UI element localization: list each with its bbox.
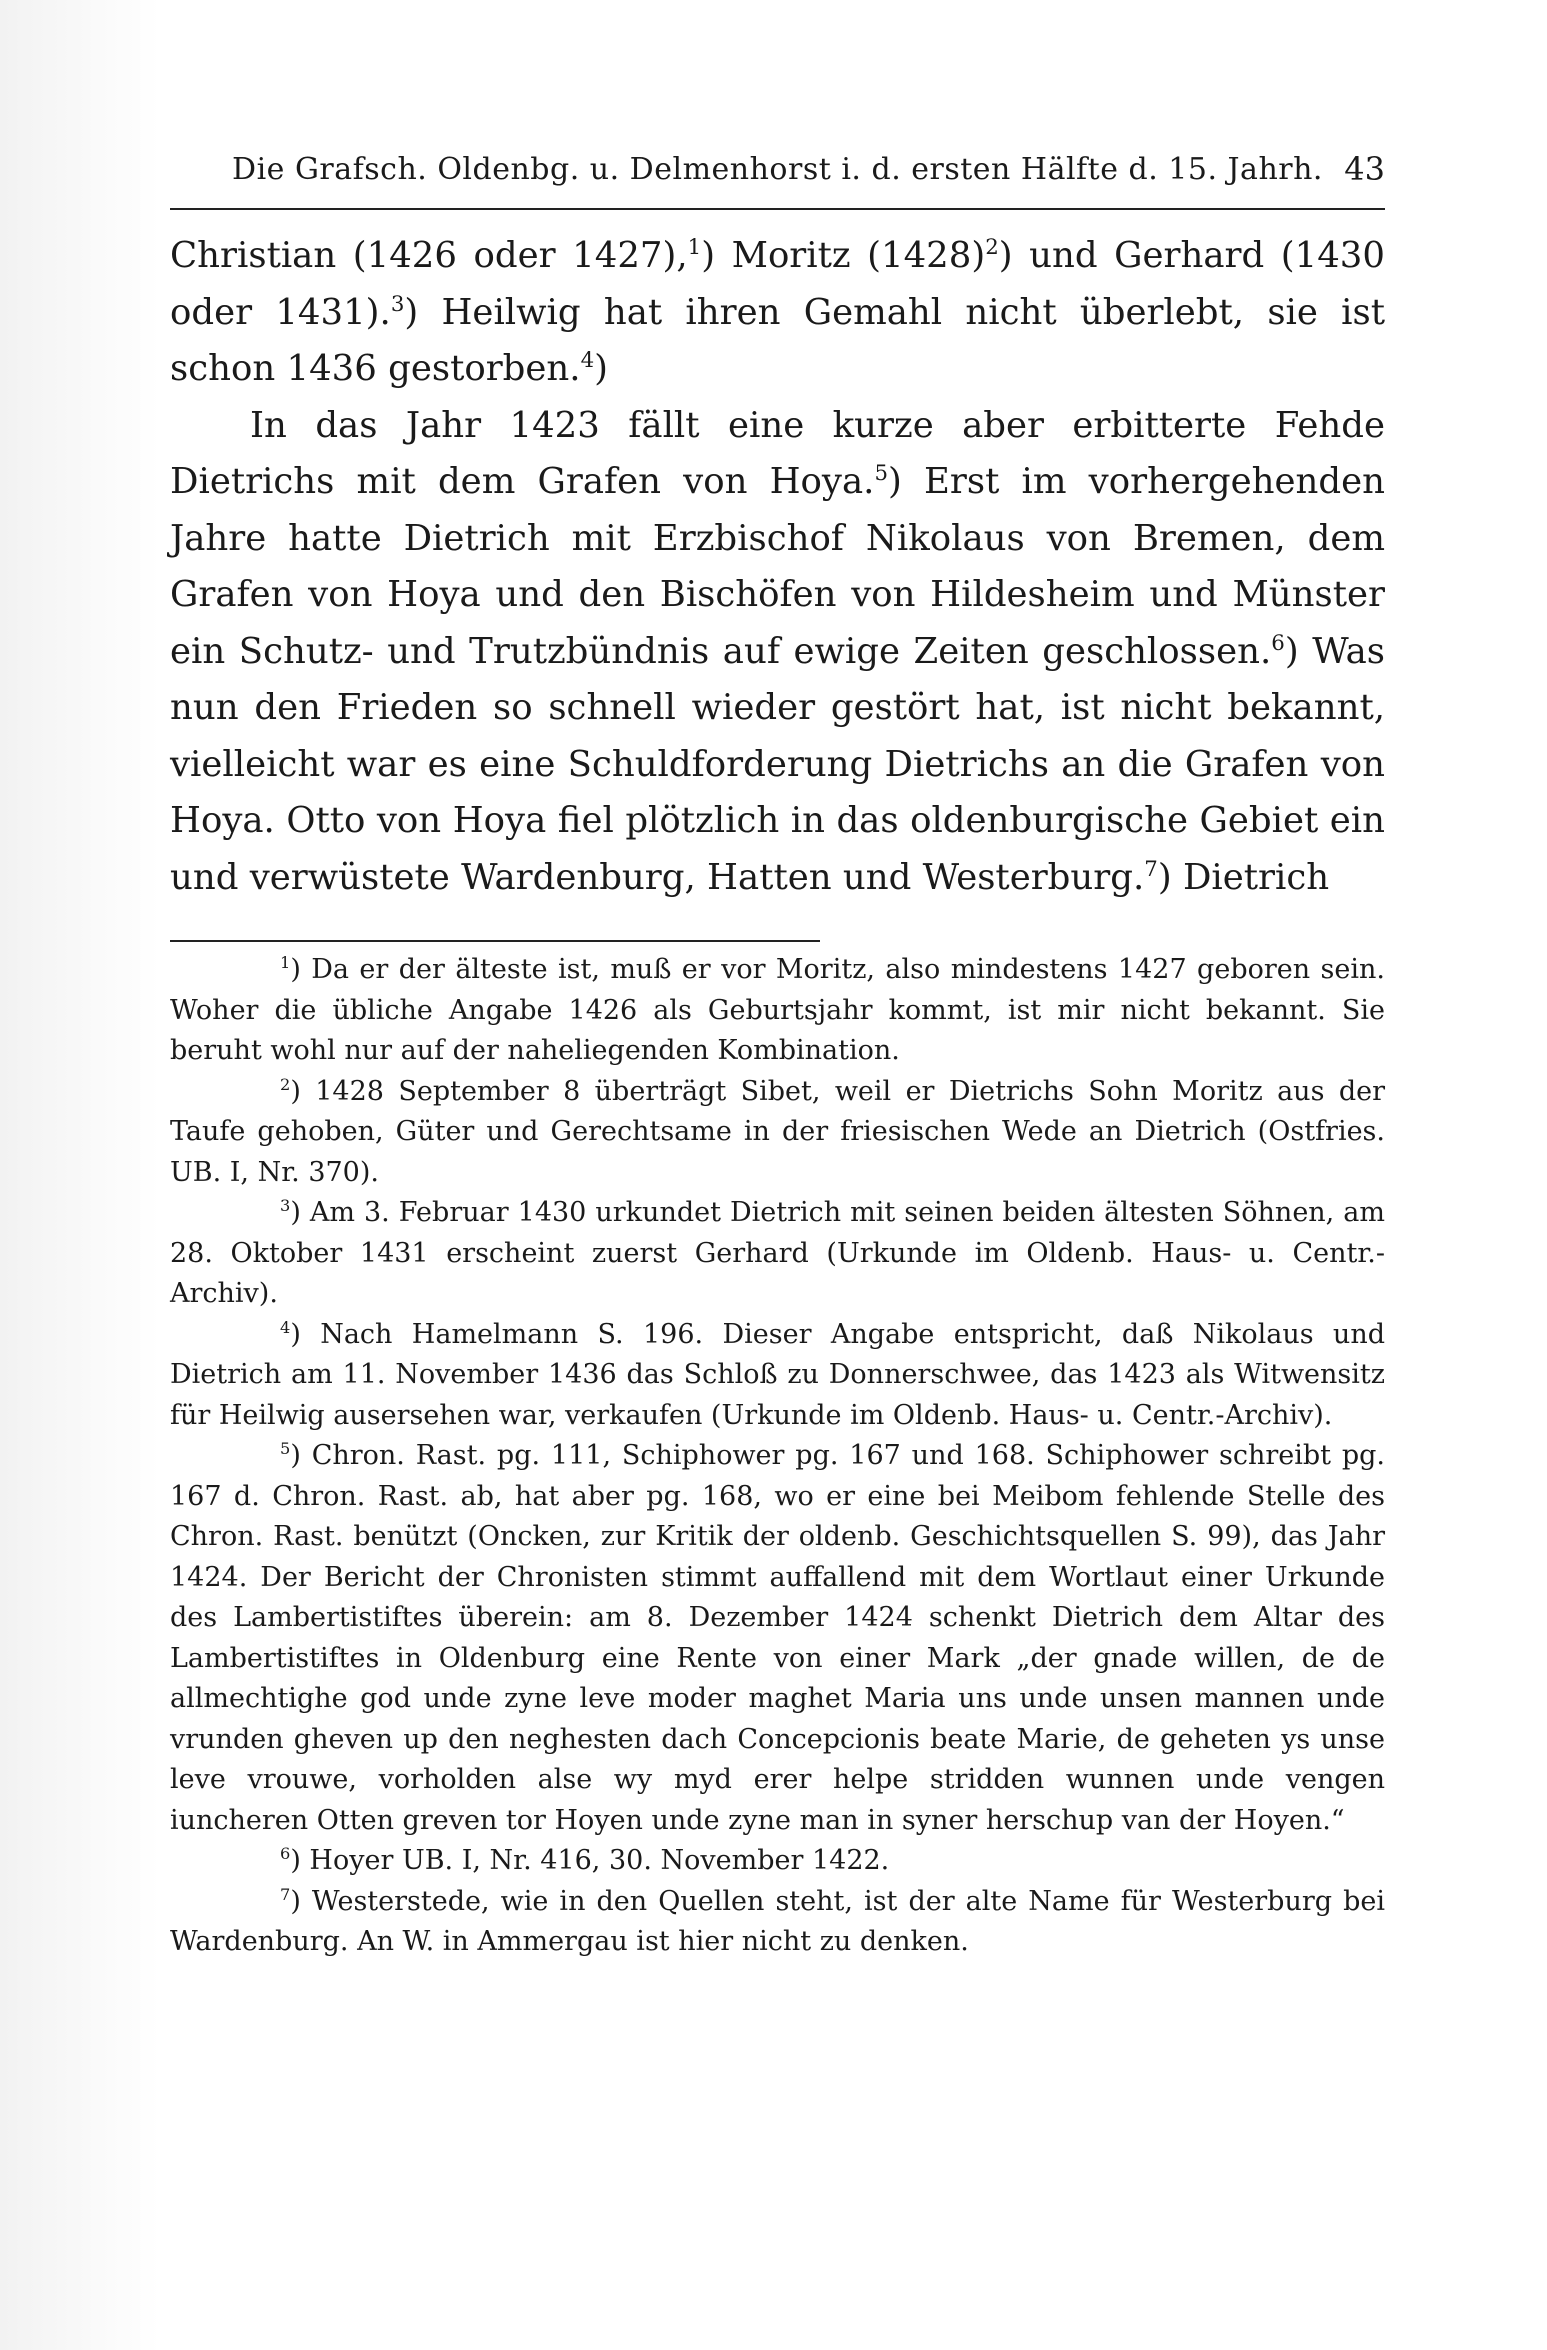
header-rule	[170, 208, 1385, 210]
footnote-ref-3: 3	[390, 291, 405, 317]
footnote-3: $^3$) Am 3. Februar 1430 urkundet Dietrich mit seinen beiden ältesten Söhnen, am 28. Oktober 1431 erscheint zuerst Gerhard (Urkunde im Oldenb. Haus- u. Centr.-Archiv).	[170, 1196, 1385, 1309]
footnote-ref-1: 1	[687, 235, 702, 261]
page-header	[170, 140, 1385, 200]
main-text	[170, 228, 1385, 906]
footnote-5: $^5$) Chron. Rast. pg. 111, Schiphower pg. 167 und 168. Schiphower schreibt pg. 167 d. Chron. Rast. ab, hat aber pg. 168, wo er eine bei Meibom fehlende Stelle des Chron. Rast. benützt (Oncken, zur Kritik der oldenb. Geschichtsquellen S. 99), das Jahr 1424. Der Bericht der Chronisten stimmt auffallend mit dem Wortlaut einer Urkunde des Lambertistiftes überein: am 8. Dezember 1424 schenkt Dietrich dem Altar des Lambertistiftes in Oldenburg eine Rente von einer Mark „der gnade willen, de de allmechtighe god unde zyne leve moder maghet Maria uns unde unsen mannen unde vrunden gheven up den neghesten dach Concepcionis beate Marie, de geheten ys unse leve vrouwe, vorholden alse wy myd erer helpe stridden wunnen unde vengen iuncheren Otten greven tor Hoyen unde zyne man in syner herschup van der Hoyen.“	[170, 1439, 1385, 1836]
page-number: 43	[1344, 150, 1385, 188]
footnote-2: $^2$) 1428 September 8 überträgt Sibet, weil er Dietrichs Sohn Moritz aus der Taufe gehoben, Güter und Gerechtsame in der friesischen Wede an Dietrich (Ostfries. UB. I, Nr. 370).	[170, 1074, 1385, 1188]
paragraph-2: In das Jahr 1423 fällt eine kurze aber erbitterte Fehde Dietrichs mit dem Grafen von Hoya.$^5$) Erst im vorhergehenden Jahre hatte Dietrich mit Erzbischof Nikolaus von Bremen, dem Grafen von Hoya und den Bischöfen von Hildesheim und Münster ein Schutz- und Trutzbündnis auf ewige Zeiten geschlossen.$^6$) Was nun den Frieden so schnell wieder gestört hat, ist nicht bekannt, vielleicht war es eine Schuldforderung Dietrichs an die Grafen von Hoya. Otto von Hoya fiel plötzlich in das oldenburgische Gebiet ein und verwüstete Wardenburg, Hatten und Westerburg.$^7$) Dietrich	[170, 404, 1385, 898]
footnote-ref-7: 7	[1144, 856, 1158, 882]
footnote-ref-6: 6	[1271, 630, 1285, 656]
scan-margin-shadow	[0, 0, 160, 2350]
book-page	[170, 140, 1385, 1963]
footnote-ref-4: 4	[580, 348, 595, 374]
footnote-ref-5: 5	[874, 461, 888, 487]
footnotes	[170, 950, 1385, 1963]
footnote-4: $^4$) Nach Hamelmann S. 196. Dieser Angabe entspricht, daß Nikolaus und Dietrich am 11. November 1436 das Schloß zu Donnerschwee, das 1423 als Witwensitz für Heilwig ausersehen war, verkaufen (Urkunde im Oldenb. Haus- u. Centr.-Archiv).	[170, 1317, 1385, 1431]
footnote-1: $^1$) Da er der älteste ist, muß er vor Moritz, also mindestens 1427 geboren sein. Woher die übliche Angabe 1426 als Geburtsjahr kommt, ist mir nicht bekannt. Sie beruht wohl nur auf der naheliegenden Kombination.	[170, 953, 1385, 1066]
footnote-6: $^6$) Hoyer UB. I, Nr. 416, 30. November 1422.	[280, 1844, 890, 1876]
paragraph-1: Christian (1426 oder 1427),$^1$) Moritz $(1428)^2$) und Gerhard (1430 oder 1431).$^3$) Heilwig hat ihren Gemahl nicht überlebt, sie ist schon 1436 gestorben.$^4$)	[170, 235, 1385, 389]
footnote-7: $^7$) Westerstede, wie in den Quellen steht, ist der alte Name für Westerburg bei Wardenburg. An W. in Ammergau ist hier nicht zu denken.	[170, 1884, 1385, 1957]
running-title: Die Grafsch. Oldenbg. u. Delmenhorst i. d. ersten Hälfte d. 15. Jahrh.	[232, 152, 1323, 187]
footnote-separator	[170, 940, 820, 942]
footnote-ref-2: 2	[985, 235, 999, 261]
